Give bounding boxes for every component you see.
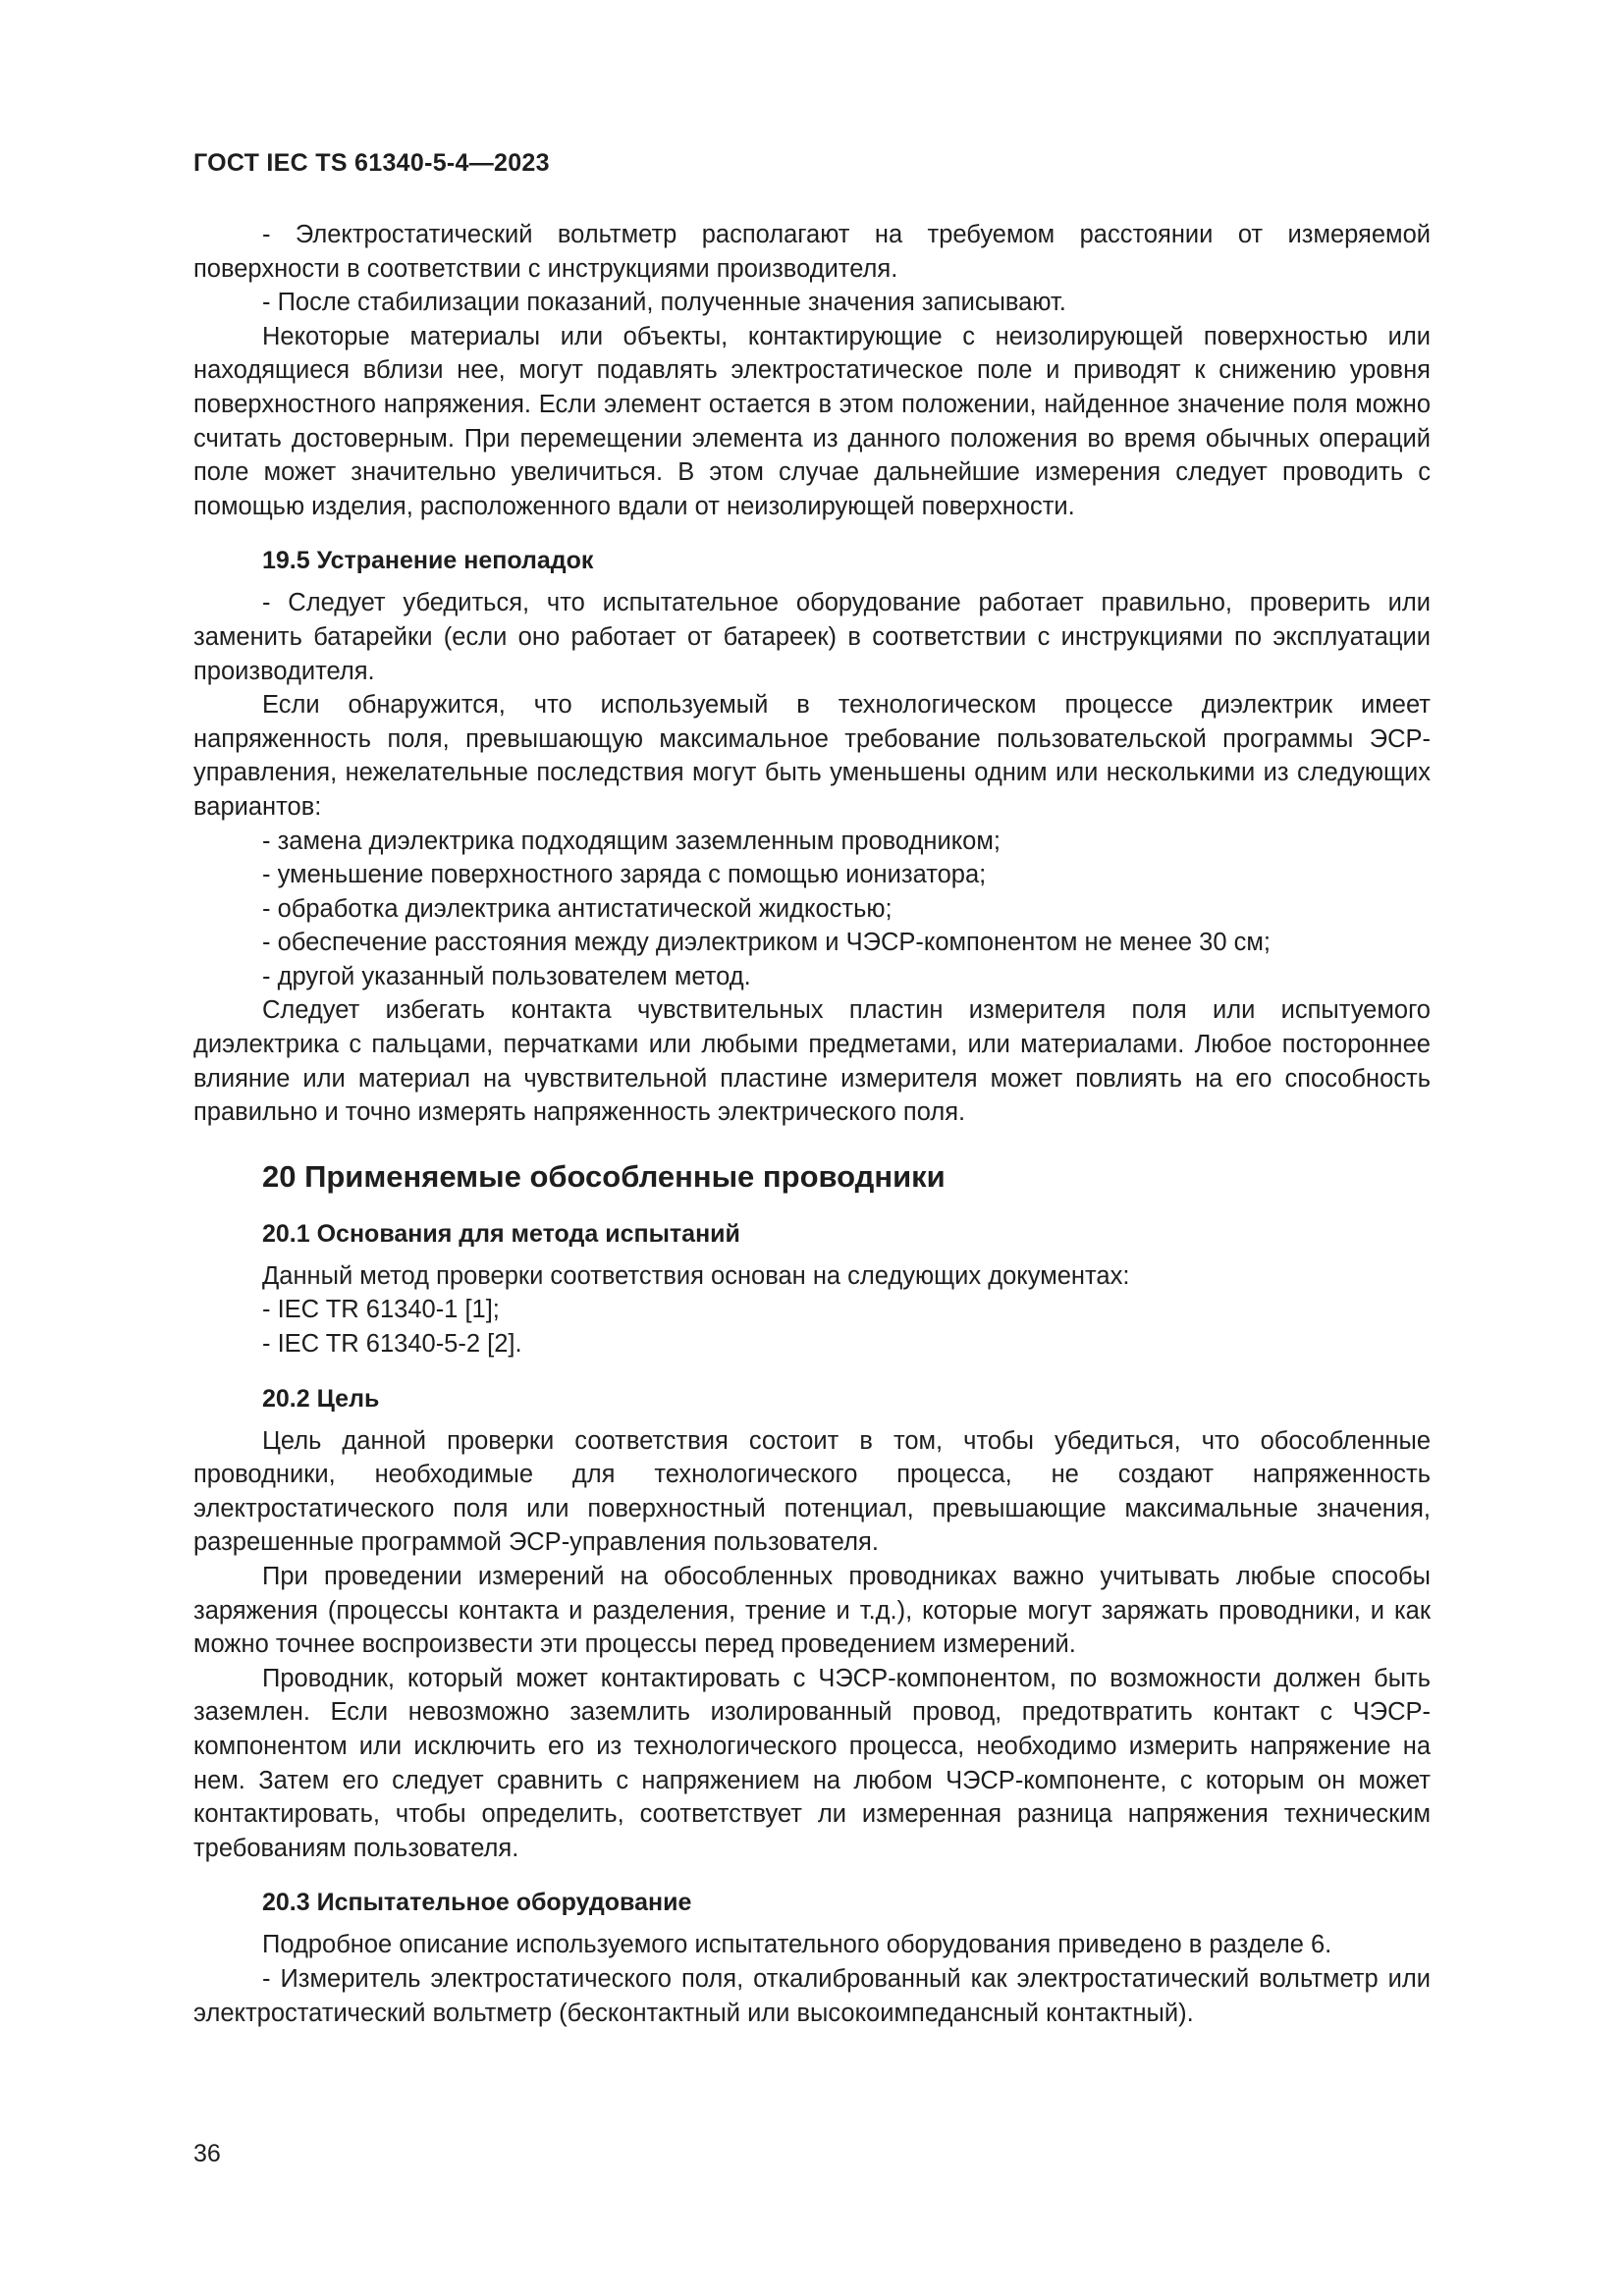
list-item: - замена диэлектрика подходящим заземленным проводником; [262, 827, 1001, 855]
subsection-heading-20-1: 20.1 Основания для метода испытаний [262, 1219, 740, 1248]
body-paragraph: Цель данной проверки соответствия состоит в том, чтобы убедиться, что обособленные проводники, необходимые для технологического процесса, не создают напряженность электростатического поля или поверхностный потенциал, превышающие максимальные значения, разрешенные программой ЭСР-управления пользователя. [193, 1426, 1431, 1557]
list-intro: Данный метод проверки соответствия основан на следующих документах: [262, 1261, 1130, 1290]
body-paragraph: Следует избегать контакта чувствительных пластин измерителя поля или испытуемого диэлектрика с пальцами, перчатками или любыми предметами, или материалами. Любое постороннее влияние или материал на чувствительной пластине измерителя может повлиять на его способность правильно и точно измерять напряженность электрического поля. [193, 996, 1431, 1127]
subsection-heading-20-3: 20.3 Испытательное оборудование [262, 1889, 692, 1917]
document-body [193, 218, 1431, 2030]
section-heading-20: 20 Применяемые обособленные проводники [262, 1158, 946, 1194]
page-number: 36 [193, 2140, 221, 2167]
subsection-heading-20-2: 20.2 Цель [262, 1384, 380, 1413]
list-item: - обеспечение расстояния между диэлектриком и ЧЭСР-компонентом не менее 30 см; [262, 929, 1271, 957]
dash-paragraph: - Электростатический вольтметр располагают на требуемом расстоянии от измеряемой поверхности в соответствии с инструкциями производителя. [193, 221, 1431, 283]
dash-paragraph: - После стабилизации показаний, полученные значения записывают. [262, 289, 1066, 317]
list-item: - IEC TR 61340-1 [1]; [262, 1296, 500, 1324]
list-item: - обработка диэлектрика антистатической жидкостью; [262, 894, 893, 923]
body-paragraph: Если обнаружится, что используемый в технологическом процессе диэлектрик имеет напряженность поля, превышающую максимальное требование пользовательской программы ЭСР-управления, нежелательные последствия могут быть уменьшены одним или несколькими из следующих вариантов: [193, 691, 1431, 821]
list-item: - IEC TR 61340-5-2 [2]. [262, 1330, 522, 1359]
body-paragraph: Проводник, который может контактировать с ЧЭСР-компонентом, по возможности должен быть заземлен. Если невозможно заземлить изолированный провод, предотвратить контакт с ЧЭСР-компонентом или исключить его из технологического процесса, необходимо измерить напряжение на нем. Затем его следует сравнить с напряжением на любом ЧЭСР-компоненте, с которым он может контактировать, чтобы определить, соответствует ли измеренная разница напряжения техническим требованиям пользователя. [193, 1664, 1431, 1862]
body-paragraph: Некоторые материалы или объекты, контактирующие с неизолирующей поверхностью или находящиеся вблизи нее, могут подавлять электростатическое поле и приводят к снижению уровня поверхностного напряжения. Если элемент остается в этом положении, найденное значение поля можно считать достоверным. При перемещении элемента из данного положения во время обычных операций поле может значительно увеличиться. В этом случае дальнейшие измерения следует проводить с помощью изделия, расположенного вдали от неизолирующей поверхности. [193, 322, 1431, 520]
dash-paragraph: - Следует убедиться, что испытательное оборудование работает правильно, проверить или заменить батарейки (если оно работает от батареек) в соответствии с инструкциями по эксплуатации производителя. [193, 589, 1431, 685]
subsection-heading-19-5: 19.5 Устранение неполадок [262, 547, 594, 575]
dash-paragraph: - Измеритель электростатического поля, откалиброванный как электростатический вольтметр или электростатический вольтметр (бесконтактный или высокоимпедансный контактный). [193, 1964, 1431, 2027]
standard-designation: ГОСТ IEC TS 61340-5-4—2023 [193, 149, 550, 177]
body-paragraph: Подробное описание используемого испытательного оборудования приведено в разделе 6. [262, 1931, 1332, 1959]
body-paragraph: При проведении измерений на обособленных проводниках важно учитывать любые способы заряжения (процессы контакта и разделения, трение и т.д.), которые могут заряжать проводники, и как можно точнее воспроизвести эти процессы перед проведением измерений. [193, 1563, 1431, 1659]
list-item: - другой указанный пользователем метод. [262, 962, 751, 990]
list-item: - уменьшение поверхностного заряда с помощью ионизатора; [262, 861, 987, 889]
